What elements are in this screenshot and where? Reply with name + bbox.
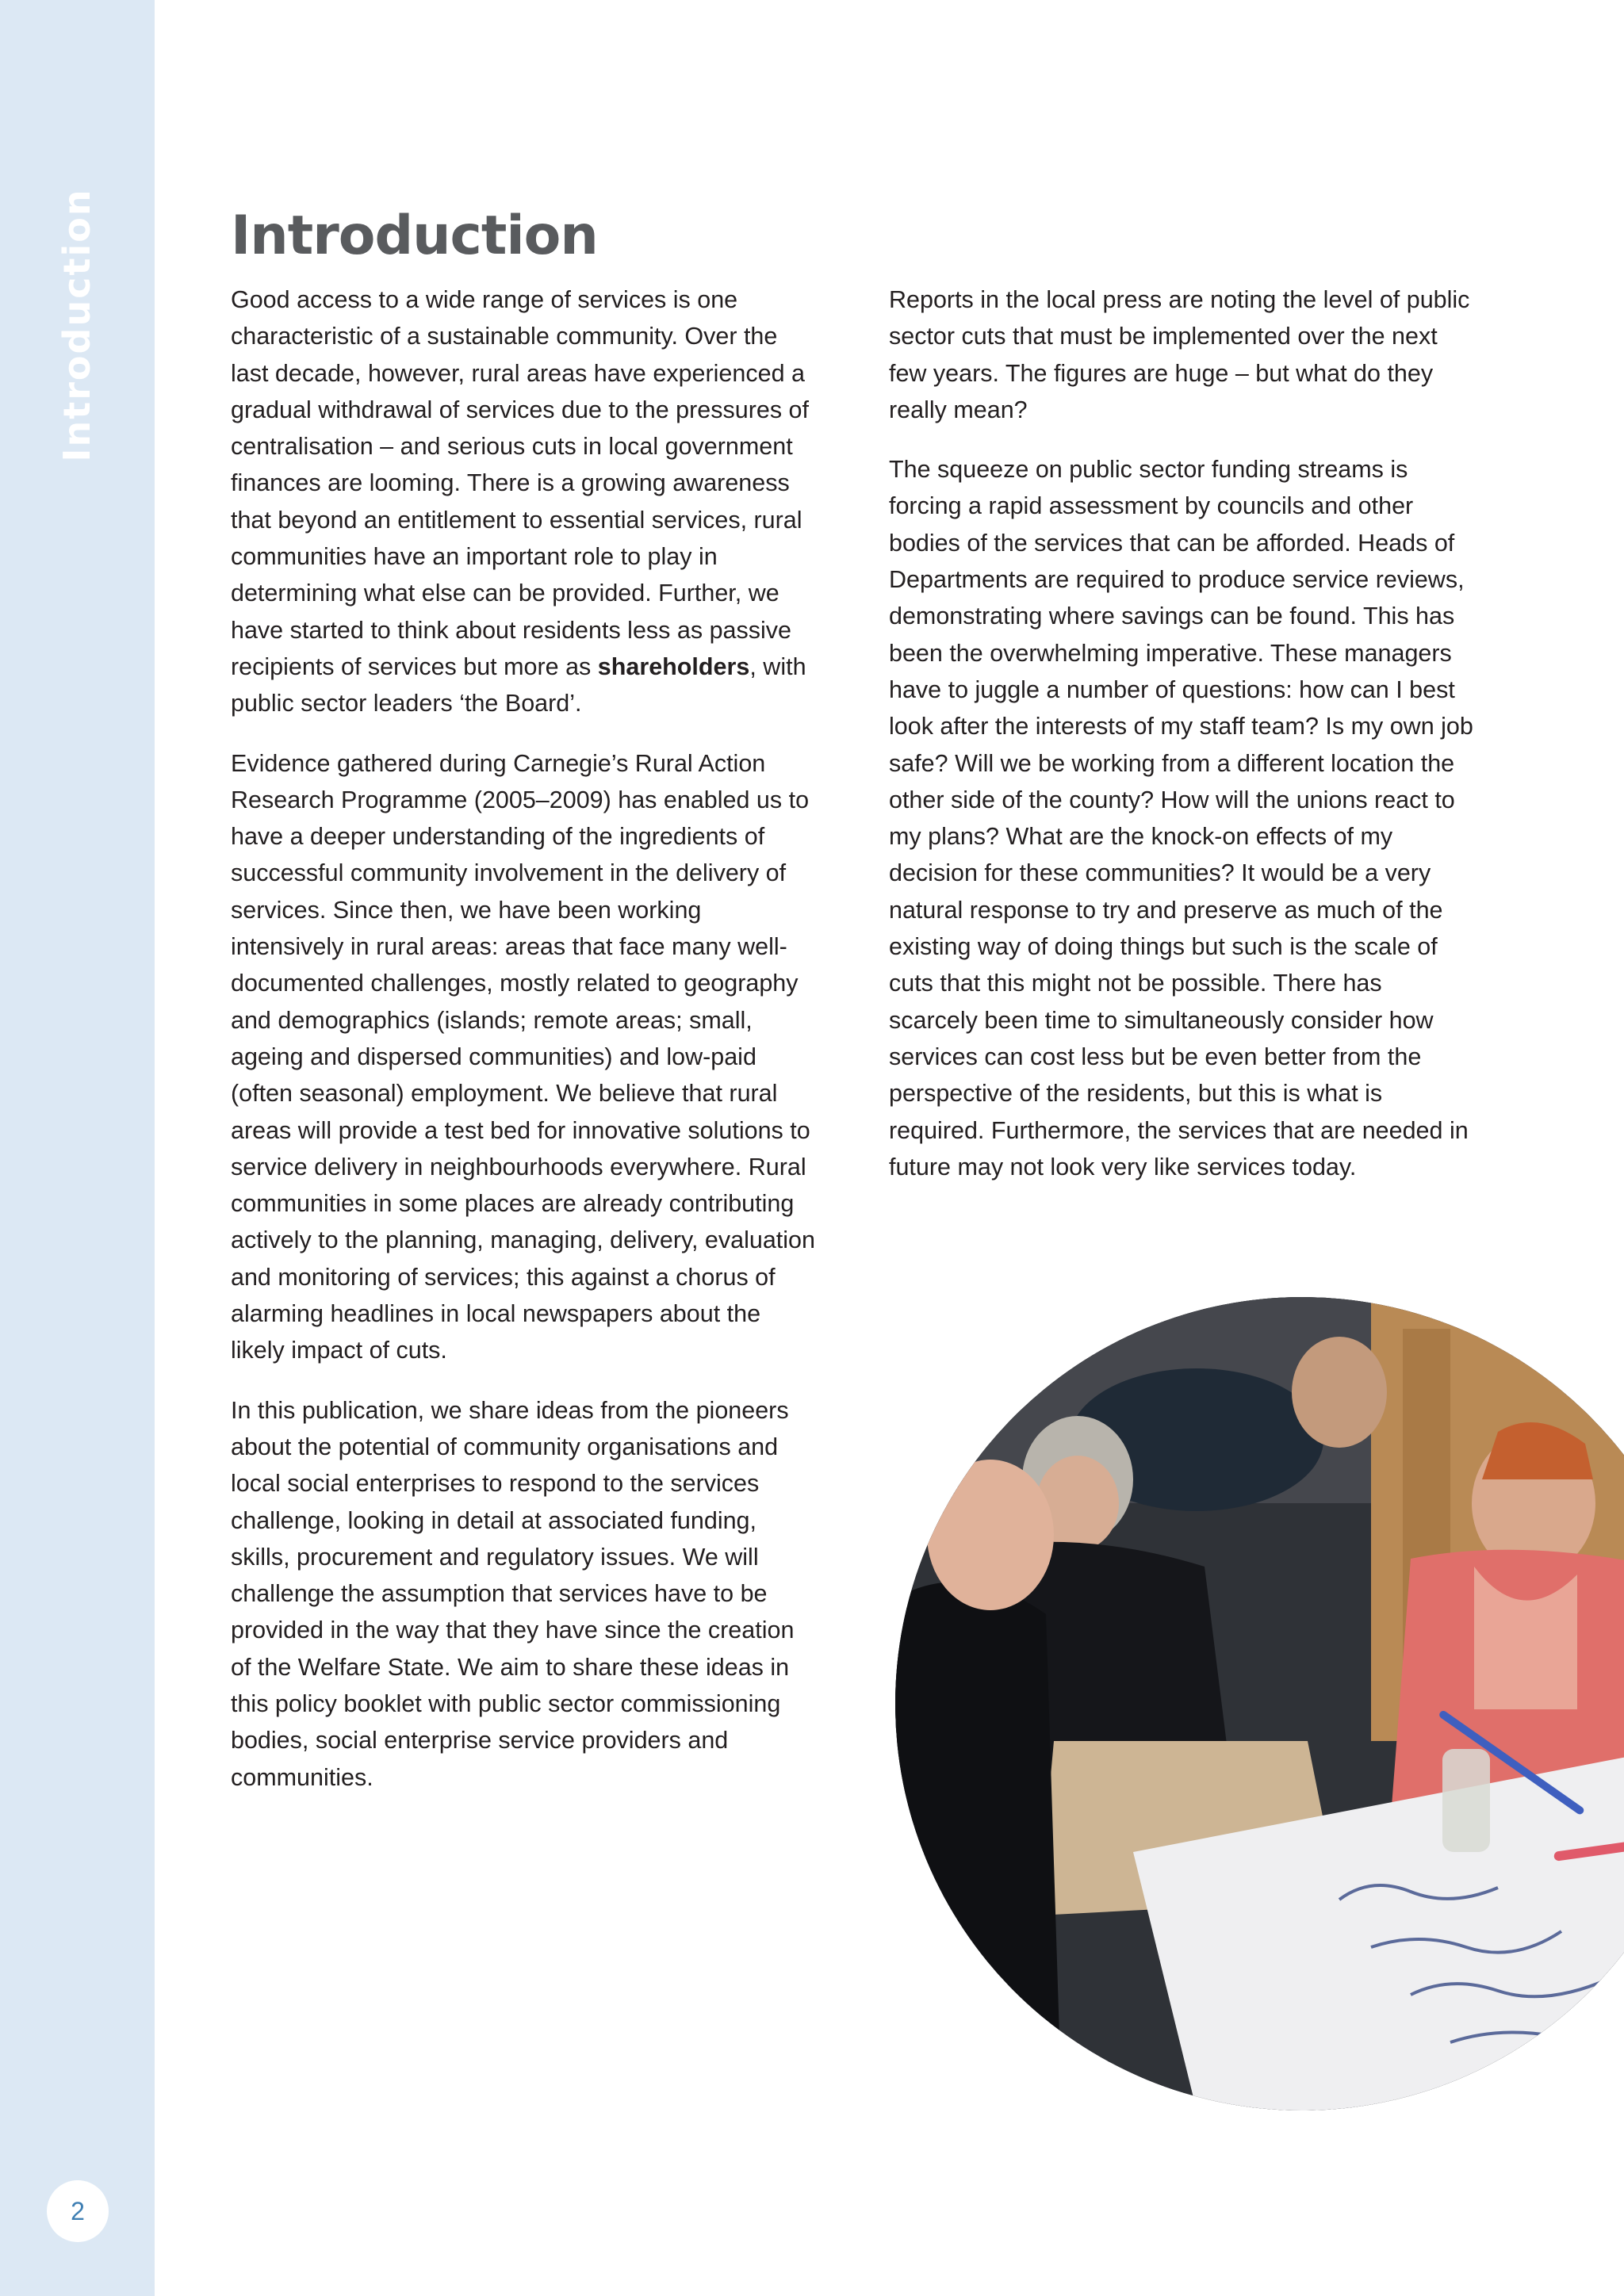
paragraph-text: , with public sector leaders ‘the Board’. — [231, 652, 806, 718]
sidebar — [0, 0, 155, 2296]
paragraph: Evidence gathered during Carnegie’s Rural Action Research Programme (2005–2009) has enabled us to have a deeper understanding of the ingredients of successful community involvement in the delivery of services. Since then, we have been working intensively in rural areas: areas that face many well-documented challenges, mostly related to geography and demographics (islands; remote areas; small, ageing and dispersed communities) and low-paid (often seasonal) employment. We believe that rural areas will provide a test bed for innovative solutions to service delivery in neighbourhoods everywhere. Rural communities in some places are already contributing actively to the planning, managing, delivery, evaluation and monitoring of services; this against a chorus of alarming headlines in local newspapers about the likely impact of cuts. — [231, 749, 815, 1364]
paragraph: The squeeze on public sector funding streams is forcing a rapid assessment by councils and other bodies of the services that can be afforded. Heads of Departments are required to produce service reviews, demonstrating where savings can be found. This has been the overwhelming imperative. These managers have to juggle a number of questions: how can I best look after the interests of my staff team? Is my own job safe? Will we be working from a different location the other side of the county? How will the unions react to my plans? What are the knock-on effects of my decision for these communities? It would be a very natural response to try and preserve as much of the existing way of doing things but such is the scale of cuts that this might not be possible. There has scarcely been time to simultaneously consider how services can cost less but be even better from the perspective of the residents, but this is what is required. Furthermore, the services that are needed in future may not look very like services today. — [889, 456, 1473, 1181]
right-column — [889, 281, 1476, 1208]
paragraph-text: Good access to a wide range of services is one characteristic of a sustainable community. Over the last decade, however, rural areas have experienced a gradual withdrawal of services due to the pressures of centralisation – and serious cuts in local government finances are looming. There is a growing awareness that beyond an entitlement to essential services, rural communities have an important role to play in determining what else can be provided. Further, we have started to think about residents less as passive recipients of services but more as — [231, 286, 809, 680]
paragraph: Reports in the local press are noting the level of public sector cuts that must be implemented over the next few years. The figures are huge – but what do they really mean? — [889, 286, 1470, 423]
page-title: Introduction — [231, 205, 598, 267]
paragraph: In this publication, we share ideas from the pioneers about the potential of community organisations and local social enterprises to respond to the services challenge, looking in detail at associated funding, skills, procurement and regulatory issues. We will challenge the assumption that services have to be provided in the way that they have since the creation of the Welfare State. We aim to share these ideas in this policy booklet with public sector commissioning bodies, social enterprise service providers and communities. — [231, 1396, 795, 1791]
workshop-photo — [895, 1297, 1624, 2110]
left-column — [231, 281, 818, 1819]
section-label: Introduction — [56, 188, 98, 462]
workshop-photo-illustration — [895, 1297, 1624, 2110]
bold-term: shareholders — [597, 652, 750, 680]
paragraph — [231, 281, 818, 722]
page-number: 2 — [47, 2180, 109, 2242]
